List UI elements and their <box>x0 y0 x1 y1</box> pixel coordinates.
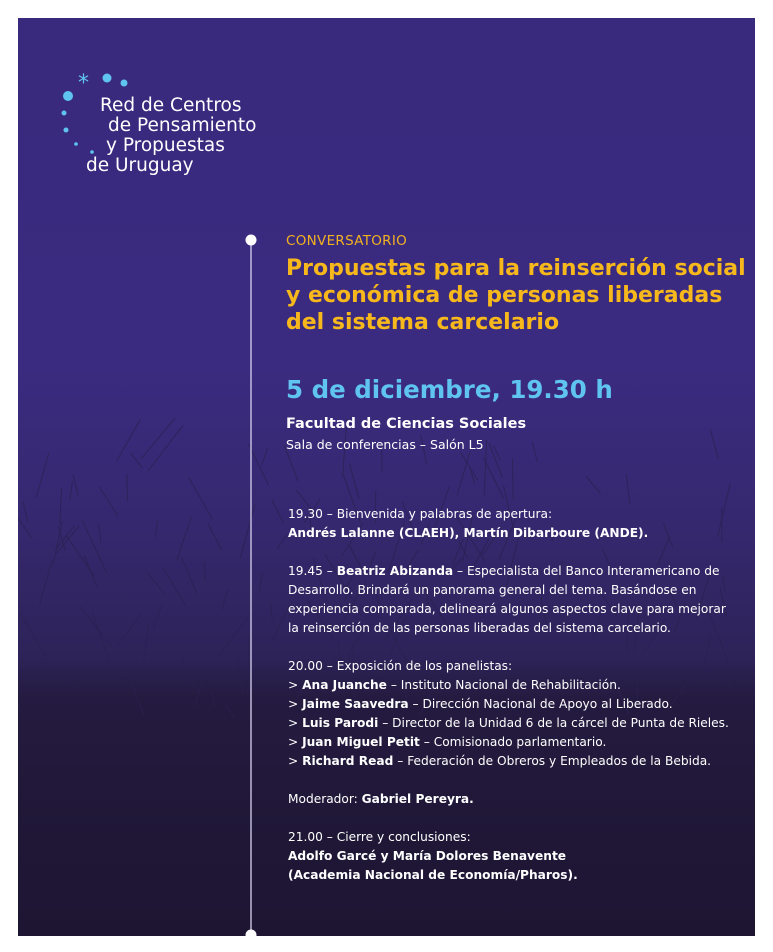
moderator-block <box>288 790 738 809</box>
moderator-label: Moderador: <box>288 792 362 806</box>
program <box>288 505 738 904</box>
moderator-name: Gabriel Pereyra. <box>361 792 474 806</box>
keynote-desc-line: Desarrollo. Brindará un panorama general del tema. Basándose en <box>288 583 697 597</box>
keynote-block <box>288 562 738 638</box>
closing-speakers: (Academia Nacional de Economía/Pharos). <box>288 868 578 882</box>
event-room: Sala de conferencias – Salón L5 <box>286 437 484 452</box>
panel-line: 20.00 – Exposición de los panelistas: <box>288 659 513 673</box>
panelist-name: Jaime Saavedra <box>302 697 409 711</box>
opening-line: 19.30 – Bienvenida y palabras de apertura: <box>288 507 553 521</box>
panelist-item: > Jaime Saavedra – Dirección Nacional de Apoyo al Liberado. <box>288 697 673 711</box>
panelist-name: Ana Juanche <box>302 678 387 692</box>
panelist-name: Juan Miguel Petit <box>302 735 420 749</box>
panelist-role: – Instituto Nacional de Rehabilitación. <box>386 678 621 692</box>
opening-speakers: Andrés Lalanne (CLAEH), Martín Dibarboure (ANDE). <box>288 526 649 540</box>
poster <box>18 18 755 936</box>
keynote-name: Beatriz Abizanda <box>336 564 454 578</box>
logo-line: Red de Centros <box>100 95 242 116</box>
opening-block <box>288 505 738 543</box>
logo-line: y Propuestas <box>106 135 225 156</box>
event-date: 5 de diciembre, 19.30 h <box>286 375 613 404</box>
panelist-name: Luis Parodi <box>302 716 379 730</box>
panelist-role: – Dirección Nacional de Apoyo al Liberado. <box>408 697 673 711</box>
title-line: y económica de personas liberadas <box>286 283 723 308</box>
closing-block <box>288 828 738 885</box>
keynote-desc-line: la reinserción de las personas liberadas del sistema carcelario. <box>288 621 671 635</box>
panelist-role: – Director de la Unidad 6 de la cárcel de Punta de Rieles. <box>378 716 729 730</box>
panel-block <box>288 657 738 771</box>
keynote-desc-line: experiencia comparada, delineará algunos aspectos clave para mejorar <box>288 602 726 616</box>
panelist-item: > Juan Miguel Petit – Comisionado parlamentario. <box>288 735 607 749</box>
panelist-item: > Richard Read – Federación de Obreros y Empleados de la Bebida. <box>288 754 712 768</box>
svg-text:*: * <box>78 71 89 96</box>
event-title <box>286 255 746 336</box>
panelist-item: > Ana Juanche – Instituto Nacional de Rehabilitación. <box>288 678 621 692</box>
event-type: CONVERSATORIO <box>286 233 408 249</box>
panelist-name: Richard Read <box>302 754 394 768</box>
keynote-desc: – Especialista del Banco Interamericano de <box>453 564 720 578</box>
closing-speakers: Adolfo Garcé y María Dolores Benavente <box>288 849 567 863</box>
closing-line: 21.00 – Cierre y conclusiones: <box>288 830 471 844</box>
keynote-time: 19.45 – <box>288 564 337 578</box>
logo-line: de Uruguay <box>86 155 194 176</box>
title-line: del sistema carcelario <box>286 310 560 335</box>
event-venue: Facultad de Ciencias Sociales <box>286 416 527 432</box>
panelist-role: – Federación de Obreros y Empleados de la Bebida. <box>393 754 712 768</box>
timeline-dot-icon <box>246 930 257 937</box>
timeline-dot-icon <box>246 235 257 246</box>
logo-line: de Pensamiento <box>108 115 257 136</box>
panelist-role: – Comisionado parlamentario. <box>419 735 607 749</box>
title-line: Propuestas para la reinserción social <box>286 256 746 281</box>
panelist-item: > Luis Parodi – Director de la Unidad 6 de la cárcel de Punta de Rieles. <box>288 716 729 730</box>
